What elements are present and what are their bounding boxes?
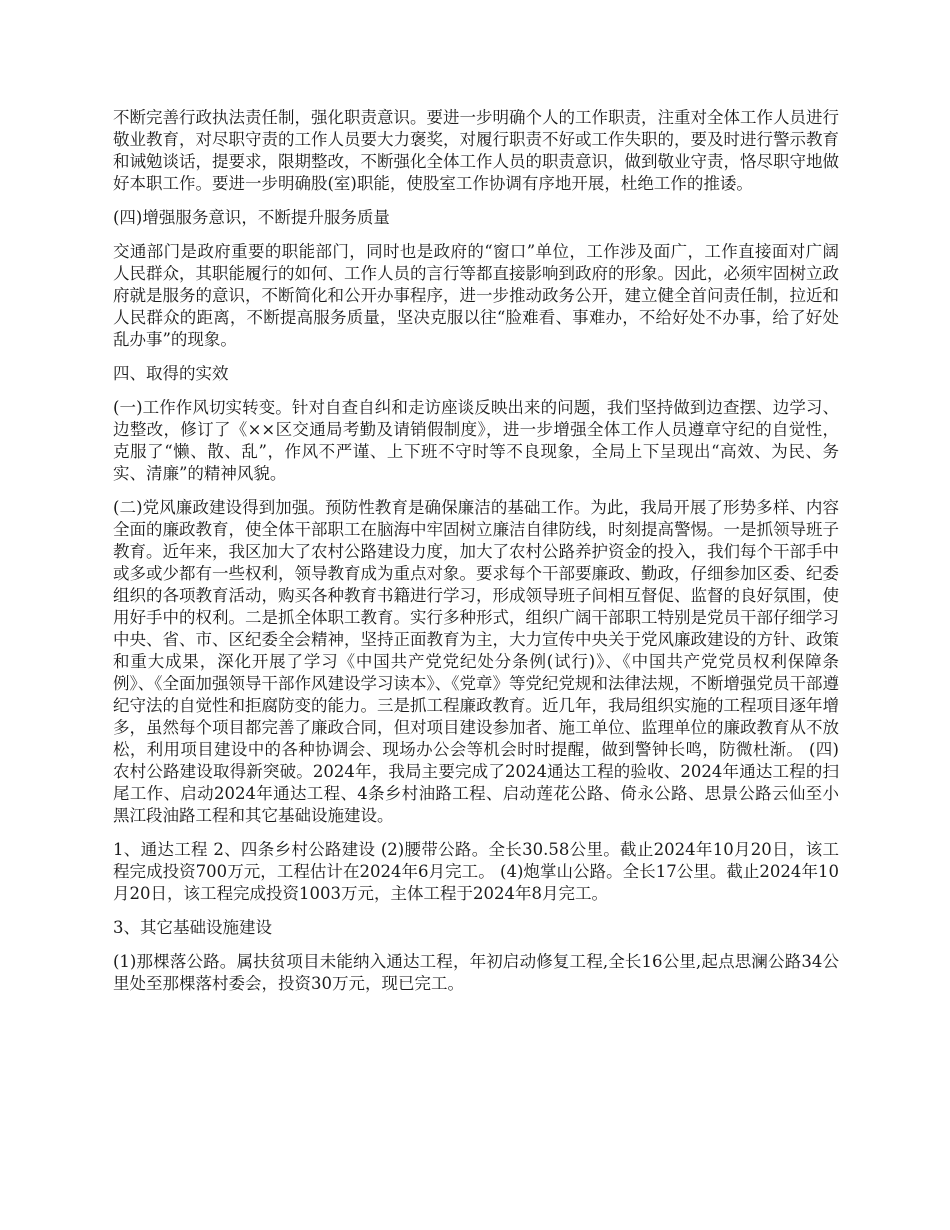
document-page [113,107,839,1007]
section-heading-results: 四、取得的实效 [113,364,229,383]
paragraph-work-style: (一)工作作风切实转变。针对自查自纠和走访座谈反映出来的问题，我们坚持做到边查摆、边学习、边整改，修订了《××区交通局考勤及请销假制度》，进一步增强全体工作人员遵章守纪的自觉性，克服了“懒、散、乱”，作风不严谨、上下班不守时等不良现象，全局上下呈现出“高效、为民、务实、清廉”的精神风貌。 [113,398,839,483]
paragraph-service: 交通部门是政府重要的职能部门，同时也是政府的“窗口”单位，工作涉及面广，工作直接面对广阔人民群众，其职能履行的如何、工作人员的言行等都直接影响到政府的形象。因此，必须牢固树立政府就是服务的意识，不断简化和公开办事程序，进一步推动政务公开，建立健全首问责任制，拉近和人民群众的距离，不断提高服务质量，坚决克服以往“脸难看、事难办，不给好处不办事，给了好处乱办事”的现象。 [113,242,839,349]
section-heading-infrastructure: 3、其它基础设施建设 [113,918,272,937]
paragraph-road-projects: 1、通达工程 2、四条乡村公路建设 (2)腰带公路。全长30.58公里。截止2024年10月20日，该工程完成投资700万元，工程估计在2024年6月完工。 (4)炮掌山公路。全长17公里。截止2024年10月20日，该工程完成投资1003万元，主体工程于2024年8月完工。 [113,840,839,903]
paragraph-responsibility: 不断完善行政执法责任制，强化职责意识。要进一步明确个人的工作职责，注重对全体工作人员进行敬业教育，对尽职守责的工作人员要大力褒奖，对履行职责不好或工作失职的，要及时进行警示教育和诫勉谈话，提要求，限期整改，不断强化全体工作人员的职责意识，做到敬业守责，恪尽职守地做好本职工作。要进一步明确股(室)职能，使股室工作协调有序地开展，杜绝工作的推诿。 [113,108,839,193]
paragraph-naheluo-road: (1)那棵落公路。属扶贫项目未能纳入通达工程，年初启动修复工程,全长16公里,起点思澜公路34公里处至那棵落村委会，投资30万元，现已完工。 [113,952,839,993]
paragraph-integrity: (二)党风廉政建设得到加强。预防性教育是确保廉洁的基础工作。为此，我局开展了形势多样、内容全面的廉政教育，使全体干部职工在脑海中牢固树立廉洁自律防线，时刻提高警惕。一是抓领导班子教育。近年来，我区加大了农村公路建设力度，加大了农村公路养护资金的投入，我们每个干部手中或多或少都有一些权利，领导教育成为重点对象。要求每个干部要廉政、勤政，仔细参加区委、纪委组织的各项教育活动，购买各种教育书籍进行学习，形成领导班子间相互督促、监督的良好氛围，使用好手中的权利。二是抓全体职工教育。实行多种形式，组织广阔干部职工特别是党员干部仔细学习中央、省、市、区纪委全会精神，坚持正面教育为主，大力宣传中央关于党风廉政建设的方针、政策和重大成果，深化开展了学习《中国共产党党纪处分条例(试行)》、《中国共产党党员权利保障条例》、《全面加强领导干部作风建设学习读本》、《党章》等党纪党规和法律法规，不断增强党员干部遵纪守法的自觉性和拒腐防变的能力。三是抓工程廉政教育。近几年，我局组织实施的工程项目逐年增多，虽然每个项目都完善了廉政合同，但对项目建设参加者、施工单位、监理单位的廉政教育从不放松，利用项目建设中的各种协调会、现场办公会等机会时时提醒，做到警钟长鸣，防微杜渐。 (四)农村公路建设取得新突破。2024年，我局主要完成了2024通达工程的验收、2024年通达工程的扫尾工作、启动2024年通达工程、4条乡村油路工程、启动莲花公路、倚永公路、思景公路云仙至小黑江段油路工程和其它基础设施建设。 [113,498,839,825]
section-heading-service: (四)增强服务意识，不断提升服务质量 [113,208,390,227]
